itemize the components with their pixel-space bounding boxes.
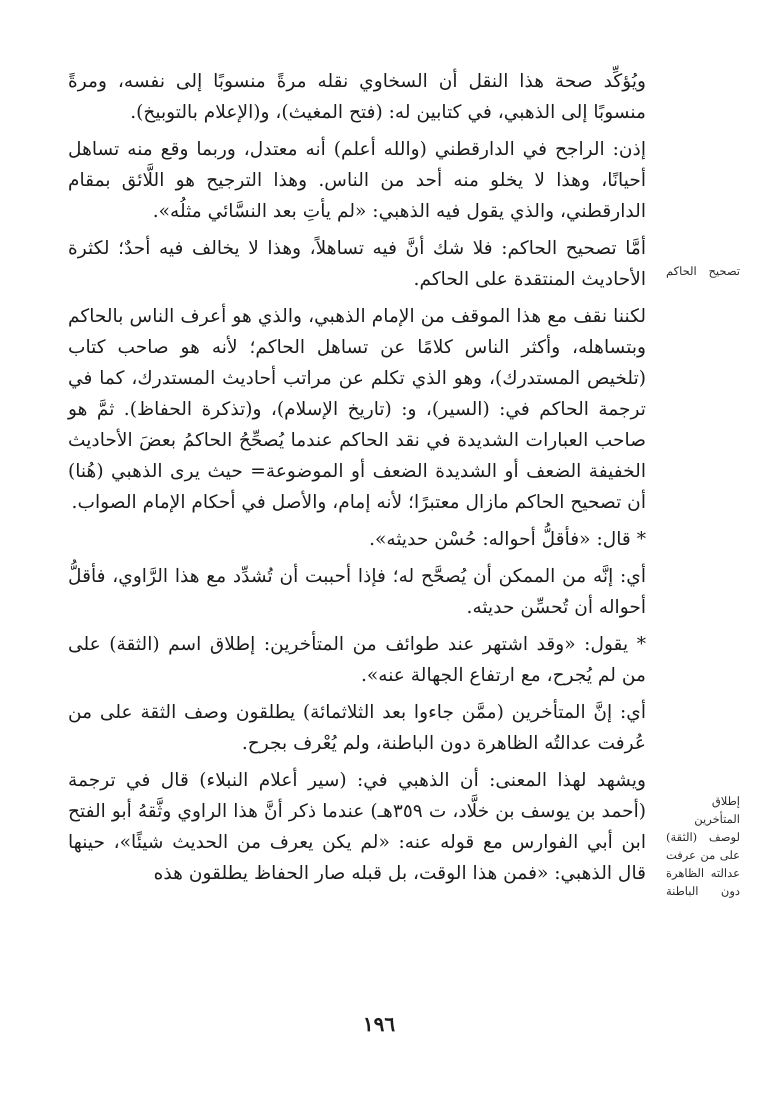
paragraph: أي: إنَّ المتأخرين (ممَّن جاءوا بعد الثلاثمائة) يطلقون وصف الثقة على من عُرفت عدالتُه الظاهرة دون الباطنة، ولم يُعْرف بجرح.	[68, 702, 646, 754]
paragraph: * يقول: «وقد اشتهر عند طوائف من المتأخرين: إطلاق اسم (الثقة) على من لم يُجرح، مع ارتفاع الجهالة عنه».	[68, 634, 646, 686]
paragraph: لكننا نقف مع هذا الموقف من الإمام الذهبي، والذي هو أعرف الناس بالحاكم وبتساهله، وأكثر الناس كلامًا عن تساهل الحاكم؛ لأنه هو صاحب كتاب (تلخيص المستدرك)، وهو الذي تكلم عن مراتب أحاديث المستدرك، كما في ترجمة الحاكم في: (السير)، و: (تاريخ الإسلام)، و(تذكرة الحفاظ). ثمَّ هو صاحب العبارات الشديدة في نقد الحاكم عندما يُصحِّحُ الحاكمُ بعضَ الأحاديث الخفيفة الضعف أو الشديدة الضعف أو الموضوعة= حيث يرى الذهبي (هُنا) أن تصحيح الحاكم مازال معتبرًا؛ لأنه إمام، والأصل في أحكام الإمام الصواب.	[68, 306, 646, 513]
paragraph: إذن: الراجح في الدارقطني (والله أعلم) أنه معتدل، وربما وقع منه تساهل أحيانًا، وهذا لا يخلو منه أحد من الناس. وهذا الترجيح هو اللَّائق بمقام الدارقطني، والذي يقول فيه الذهبي: «لم يأتِ بعد النسَّائي مثلُه».	[68, 139, 646, 222]
paragraph: ويُؤكِّد صحة هذا النقل أن السخاوي نقله مرةً منسوبًا إلى نفسه، ومرةً منسوبًا إلى الذهبي، في كتابين له: (فتح المغيث)، و(الإعلام بالتوبيخ).	[68, 71, 646, 123]
margin-note-later-scholars: إطلاق المتأخرين لوصف (الثقة) على من عرفت عدالته الظاهرة دون الباطنة	[666, 794, 740, 898]
page-number: ١٩٦	[362, 1012, 396, 1036]
paragraph: أمَّا تصحيح الحاكم: فلا شك أنَّ فيه تساهلاً، وهذا لا يخالف فيه أحدٌ؛ لكثرة الأحاديث المنتقدة على الحاكم.	[68, 238, 646, 290]
paragraph: * قال: «فأقلُّ أحواله: حُسْن حديثه».	[369, 529, 646, 550]
margin-note-hakim: تصحيح الحاكم	[666, 264, 740, 278]
paragraph: أي: إنَّه من الممكن أن يُصحَّح له؛ فإذا أحببت أن تُشدِّد مع هذا الرَّاوي، فأقلُّ أحواله أن تُحسِّن حديثه.	[68, 566, 646, 618]
main-text	[68, 66, 646, 895]
paragraph: ويشهد لهذا المعنى: أن الذهبي في: (سير أعلام النبلاء) قال في ترجمة (أحمد بن يوسف بن خلَّاد، ت ٣٥٩هـ) عندما ذكر أنَّ هذا الراوي وثَّقهُ أبو الفتح ابن أبي الفوارس مع قوله عنه: «لم يكن يعرف من الحديث شيئًا»، حينها قال الذهبي: «فمن هذا الوقت، بل قبله صار الحفاظ يطلقون هذه	[68, 770, 646, 884]
